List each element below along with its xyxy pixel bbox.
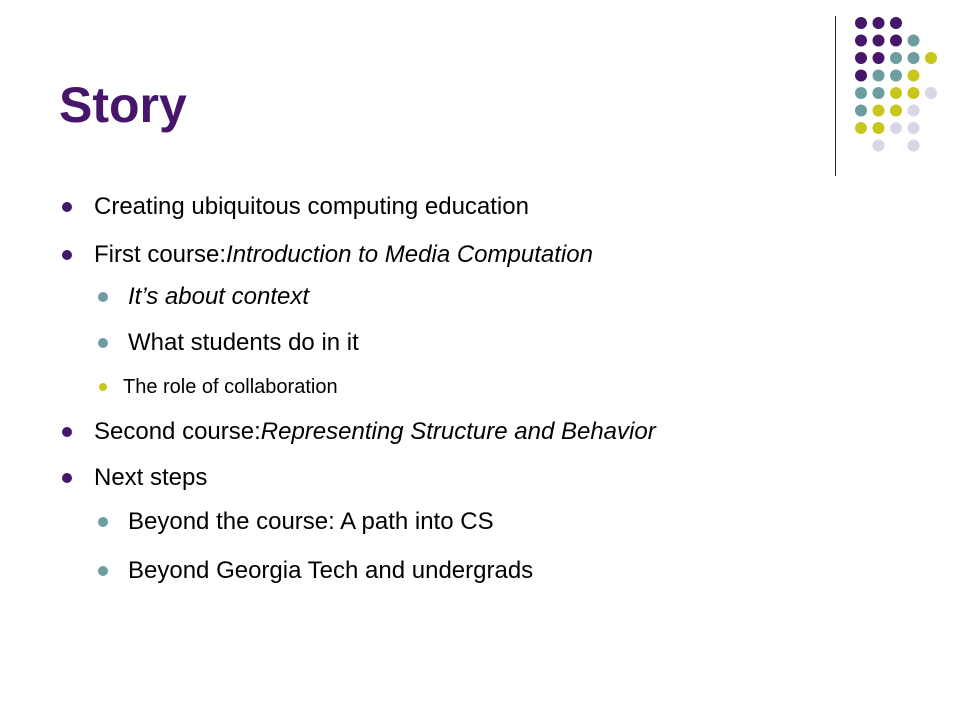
decor-dot-lavender (873, 140, 885, 152)
bullet-text: Beyond the course: A path into CS (128, 508, 494, 535)
decor-dot-lavender (925, 87, 937, 99)
decor-dot-purple (873, 52, 885, 64)
bullet-dot-icon (99, 383, 107, 391)
decor-dot-lime (890, 105, 902, 117)
decor-dot-purple (855, 52, 867, 64)
bullet-text: First course: (94, 241, 227, 268)
decor-dot-purple (855, 70, 867, 82)
decor-dot-purple (890, 17, 902, 29)
decor-dot-lime (873, 105, 885, 117)
decor-dot-lime (890, 87, 902, 99)
bullet-level2 (98, 556, 533, 586)
bullet-text: Creating ubiquitous computing education (94, 193, 529, 220)
decor-dot-teal (855, 105, 867, 117)
bullet-level1 (62, 192, 529, 222)
bullet-dot-icon (98, 338, 108, 348)
bullet-dot-icon (62, 427, 72, 437)
decor-dot-teal (890, 52, 902, 64)
decor-dot-purple (873, 17, 885, 29)
decor-dot-lavender (890, 122, 902, 134)
decor-dot-teal (873, 70, 885, 82)
bullet-emphasis: Representing Structure and Behavior (260, 418, 656, 445)
slide-title: Story (59, 77, 187, 133)
bullet-emphasis: Introduction to Media Computation (226, 241, 593, 268)
decor-dot-purple (855, 17, 867, 29)
decor-dot-lime (873, 122, 885, 134)
bullet-text: The role of collaboration (123, 375, 338, 398)
decor-dot-teal (908, 52, 920, 64)
bullet-level2 (98, 507, 494, 537)
bullet-level3 (99, 372, 338, 402)
bullet-level1 (62, 417, 656, 447)
decor-dot-purple (873, 35, 885, 47)
bullet-text: Beyond Georgia Tech and undergrads (128, 557, 534, 584)
decor-dot-lavender (908, 140, 920, 152)
bullet-dot-icon (98, 566, 108, 576)
decor-dot-purple (890, 35, 902, 47)
decor-dot-lime (855, 122, 867, 134)
decor-dot-teal (873, 87, 885, 99)
bullet-level1 (62, 463, 207, 493)
bullet-text: What students do in it (128, 329, 359, 356)
bullet-text: Second course: (94, 418, 261, 445)
bullet-text: Next steps (94, 464, 208, 491)
decor-dot-lavender (908, 122, 920, 134)
decor-dot-purple (855, 35, 867, 47)
bullet-level2 (98, 282, 309, 312)
decor-dot-teal (890, 70, 902, 82)
bullet-level2 (98, 328, 359, 358)
decor-dot-lavender (908, 105, 920, 117)
bullet-emphasis: It’s about context (128, 283, 310, 310)
decor-dot-teal (855, 87, 867, 99)
decor-dot-lime (908, 87, 920, 99)
bullet-dot-icon (62, 250, 72, 260)
bullet-dot-icon (62, 473, 72, 483)
decor-dot-lime (908, 70, 920, 82)
bullet-dot-icon (98, 292, 108, 302)
decor-dot-teal (908, 35, 920, 47)
bullet-dot-icon (98, 517, 108, 527)
decor-dot-lime (925, 52, 937, 64)
bullet-level1 (62, 240, 593, 270)
bullet-dot-icon (62, 202, 72, 212)
